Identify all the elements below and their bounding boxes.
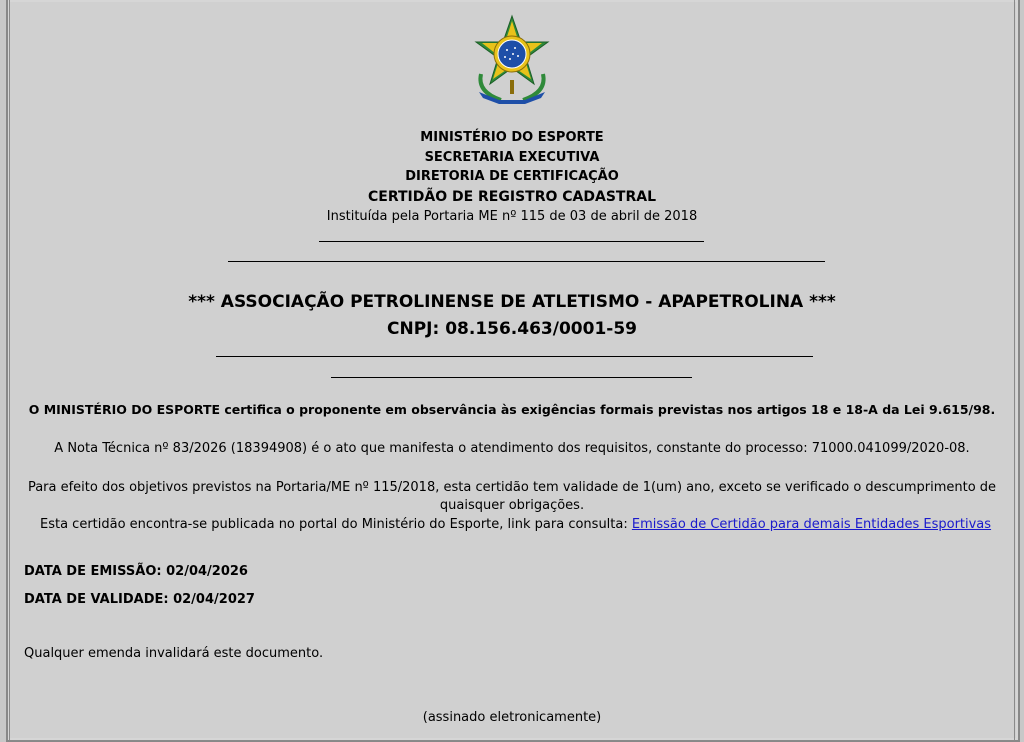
divider [228, 261, 825, 262]
ministry-heading: MINISTÉRIO DO ESPORTE [420, 130, 604, 145]
validity-text-line2: quaisquer obrigações. [439, 498, 585, 513]
published-line [40, 516, 1000, 533]
brazil-coat-of-arms-icon [471, 14, 553, 104]
amendment-notice: Qualquer emenda invalidará este documento. [24, 646, 324, 661]
divider [319, 241, 704, 242]
signature-note: (assinado eletronicamente) [422, 710, 602, 725]
secretariat-heading: SECRETARIA EXECUTIVA [424, 150, 600, 165]
entity-name: *** ASSOCIAÇÃO PETROLINENSE DE ATLETISMO - APAPETROLINA *** [188, 292, 836, 312]
entity-cnpj: CNPJ: 08.156.463/0001-59 [387, 319, 637, 339]
instituted-by-text: Instituída pela Portaria ME nº 115 de 03 de abril de 2018 [326, 209, 698, 224]
validity-text-line1: Para efeito dos objetivos previstos na Portaria/ME nº 115/2018, esta certidão tem validade de 1(um) ano, exceto se verificado o descumprimento de [27, 480, 997, 495]
technical-note-text: A Nota Técnica nº 83/2026 (18394908) é o ato que manifesta o atendimento dos requisitos, constante do processo: 71000.041099/2020-08. [54, 441, 970, 456]
directorate-heading: DIRETORIA DE CERTIFICAÇÃO [405, 169, 619, 184]
issue-date: DATA DE EMISSÃO: 02/04/2026 [24, 564, 248, 579]
validity-date: DATA DE VALIDADE: 02/04/2027 [24, 592, 255, 607]
divider [331, 377, 692, 378]
certificate-type-heading: CERTIDÃO DE REGISTRO CADASTRAL [367, 189, 656, 205]
certification-statement: O MINISTÉRIO DO ESPORTE certifica o proponente em observância às exigências formais previstas nos artigos 18 e 18-A da Lei 9.615/98. [28, 402, 996, 417]
published-text: Esta certidão encontra-se publicada no portal do Ministério do Esporte, link para consulta: [40, 517, 632, 532]
divider [216, 356, 813, 357]
document-inner-frame [9, 0, 1015, 741]
certificate-portal-link[interactable]: Emissão de Certidão para demais Entidades Esportivas [631, 517, 992, 532]
